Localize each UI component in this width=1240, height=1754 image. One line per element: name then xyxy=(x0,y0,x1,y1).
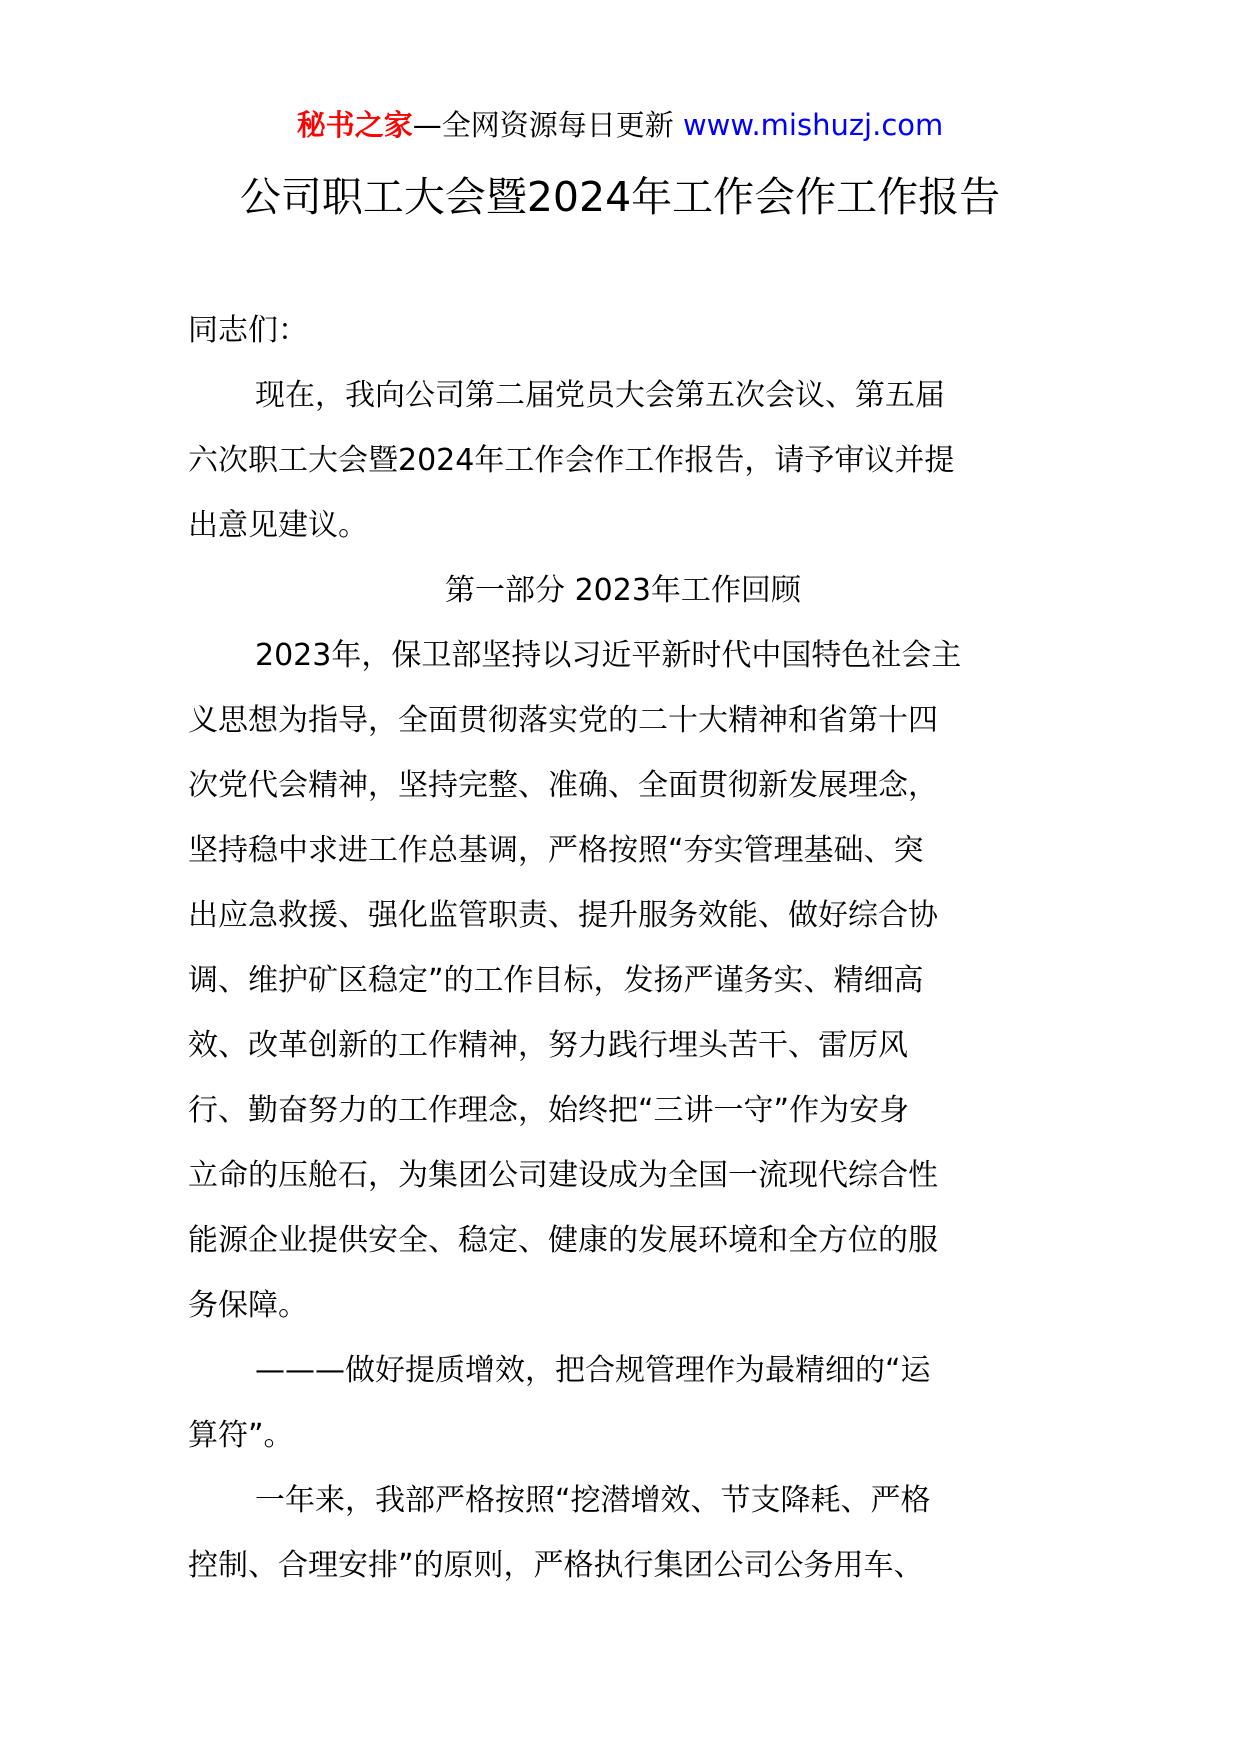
paragraph-line: 行、勤奋努力的工作理念，始终把“三讲一守”作为安身 xyxy=(188,1093,910,1128)
paragraph-line: 义思想为指导，全面贯彻落实党的二十大精神和省第十四 xyxy=(188,703,938,738)
paragraph-line: 出意见建议。 xyxy=(188,508,368,543)
document-body xyxy=(188,298,1058,1598)
document-title: 公司职工大会暨2024年工作会作工作报告 xyxy=(239,173,1001,221)
paragraph-line: 立命的压舱石，为集团公司建设成为全国一流现代综合性 xyxy=(188,1158,938,1193)
paragraph-line: 一年来，我部严格按照“挖潜增效、节支降耗、严格 xyxy=(255,1483,931,1518)
paragraph-line: 现在，我向公司第二届党员大会第五次会议、第五届 xyxy=(255,378,945,413)
paragraph-line: 务保障。 xyxy=(188,1288,308,1323)
site-tagline: —全网资源每日更新 xyxy=(412,108,683,142)
subheading-line: ———做好提质增效，把合规管理作为最精细的“运 xyxy=(255,1353,931,1388)
site-url-link[interactable]: www.mishuzj.com xyxy=(682,108,944,142)
section-heading: 第一部分 2023年工作回顾 xyxy=(445,573,801,608)
subheading-line: 算符”。 xyxy=(188,1418,294,1453)
paragraph-line: 坚持稳中求进工作总基调，严格按照“夯实管理基础、突 xyxy=(188,833,924,868)
paragraph-line: 六次职工大会暨2024年工作会作工作报告，请予审议并提 xyxy=(188,443,955,478)
paragraph-line: 出应急救援、强化监管职责、提升服务效能、做好综合协 xyxy=(188,898,938,933)
paragraph-line: 调、维护矿区稳定”的工作目标，发扬严谨务实、精细高 xyxy=(188,963,924,998)
paragraph-line: 效、改革创新的工作精神，努力践行埋头苦干、雷厉风 xyxy=(188,1028,908,1063)
site-header xyxy=(0,105,1240,145)
paragraph-line: 次党代会精神，坚持完整、准确、全面贯彻新发展理念， xyxy=(188,768,938,803)
site-brand: 秘书之家 xyxy=(296,108,413,142)
salutation: 同志们： xyxy=(188,313,308,348)
paragraph-line: 控制、合理安排”的原则，严格执行集团公司公务用车、 xyxy=(188,1548,924,1583)
paragraph-line: 能源企业提供安全、稳定、健康的发展环境和全方位的服 xyxy=(188,1223,938,1258)
paragraph-line: 2023年，保卫部坚持以习近平新时代中国特色社会主 xyxy=(255,638,962,673)
